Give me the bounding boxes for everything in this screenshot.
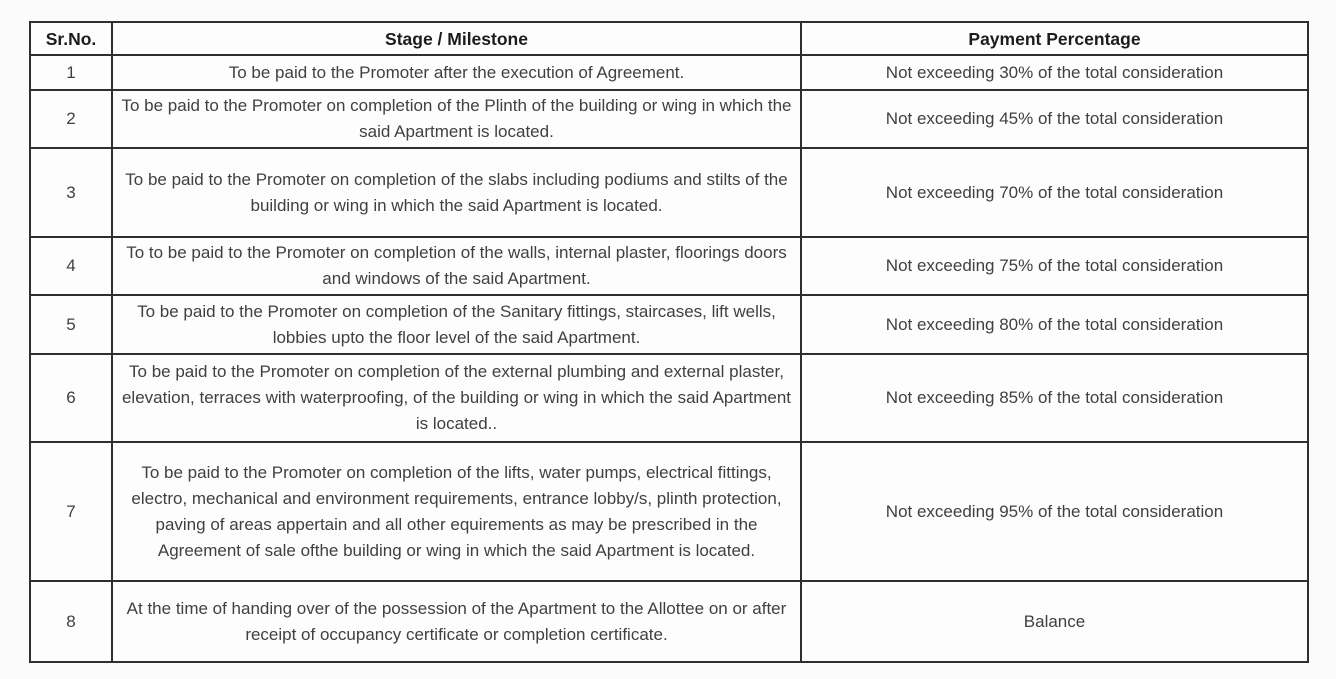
header-payment-percentage: Payment Percentage bbox=[801, 22, 1308, 55]
payment-cell: Not exceeding 30% of the total consideration bbox=[801, 55, 1308, 90]
sr-no-cell: 3 bbox=[30, 148, 112, 237]
table-row bbox=[30, 237, 1308, 295]
table-row bbox=[30, 55, 1308, 90]
table-row bbox=[30, 90, 1308, 148]
sr-no-cell: 6 bbox=[30, 354, 112, 442]
sr-no-cell: 7 bbox=[30, 442, 112, 581]
table-row bbox=[30, 581, 1308, 662]
table-row bbox=[30, 295, 1308, 354]
payment-cell: Not exceeding 95% of the total consideration bbox=[801, 442, 1308, 581]
header-sr-no: Sr.No. bbox=[30, 22, 112, 55]
payment-cell: Not exceeding 70% of the total consideration bbox=[801, 148, 1308, 237]
stage-cell: At the time of handing over of the possession of the Apartment to the Allottee on or after receipt of occupancy certificate or completion certificate. bbox=[112, 581, 801, 662]
stage-cell: To be paid to the Promoter on completion of the slabs including podiums and stilts of the building or wing in which the said Apartment is located. bbox=[112, 148, 801, 237]
sr-no-cell: 1 bbox=[30, 55, 112, 90]
payment-cell: Not exceeding 80% of the total consideration bbox=[801, 295, 1308, 354]
stage-cell: To be paid to the Promoter on completion of the external plumbing and external plaster, elevation, terraces with waterproofing, of the building or wing in which the said Apartment is located.. bbox=[112, 354, 801, 442]
stage-cell: To be paid to the Promoter on completion of the Plinth of the building or wing in which the said Apartment is located. bbox=[112, 90, 801, 148]
sr-no-cell: 5 bbox=[30, 295, 112, 354]
payment-cell: Balance bbox=[801, 581, 1308, 662]
header-stage-milestone: Stage / Milestone bbox=[112, 22, 801, 55]
payment-cell: Not exceeding 45% of the total consideration bbox=[801, 90, 1308, 148]
table-row bbox=[30, 148, 1308, 237]
sr-no-cell: 2 bbox=[30, 90, 112, 148]
stage-cell: To be paid to the Promoter on completion of the lifts, water pumps, electrical fittings, electro, mechanical and environment requirements, entrance lobby/s, plinth protection, paving of areas appertain and all other equirements as may be prescribed in the Agreement of sale ofthe building or wing in which the said Apartment is located. bbox=[112, 442, 801, 581]
stage-cell: To to be paid to the Promoter on completion of the walls, internal plaster, floorings doors and windows of the said Apartment. bbox=[112, 237, 801, 295]
payment-cell: Not exceeding 85% of the total consideration bbox=[801, 354, 1308, 442]
sr-no-cell: 4 bbox=[30, 237, 112, 295]
sr-no-cell: 8 bbox=[30, 581, 112, 662]
table-row bbox=[30, 354, 1308, 442]
table-row bbox=[30, 442, 1308, 581]
header-row bbox=[30, 22, 1308, 55]
payment-cell: Not exceeding 75% of the total consideration bbox=[801, 237, 1308, 295]
table-body bbox=[30, 55, 1308, 662]
payment-schedule-table bbox=[29, 21, 1309, 663]
stage-cell: To be paid to the Promoter after the execution of Agreement. bbox=[112, 55, 801, 90]
stage-cell: To be paid to the Promoter on completion of the Sanitary fittings, staircases, lift wells, lobbies upto the floor level of the said Apartment. bbox=[112, 295, 801, 354]
